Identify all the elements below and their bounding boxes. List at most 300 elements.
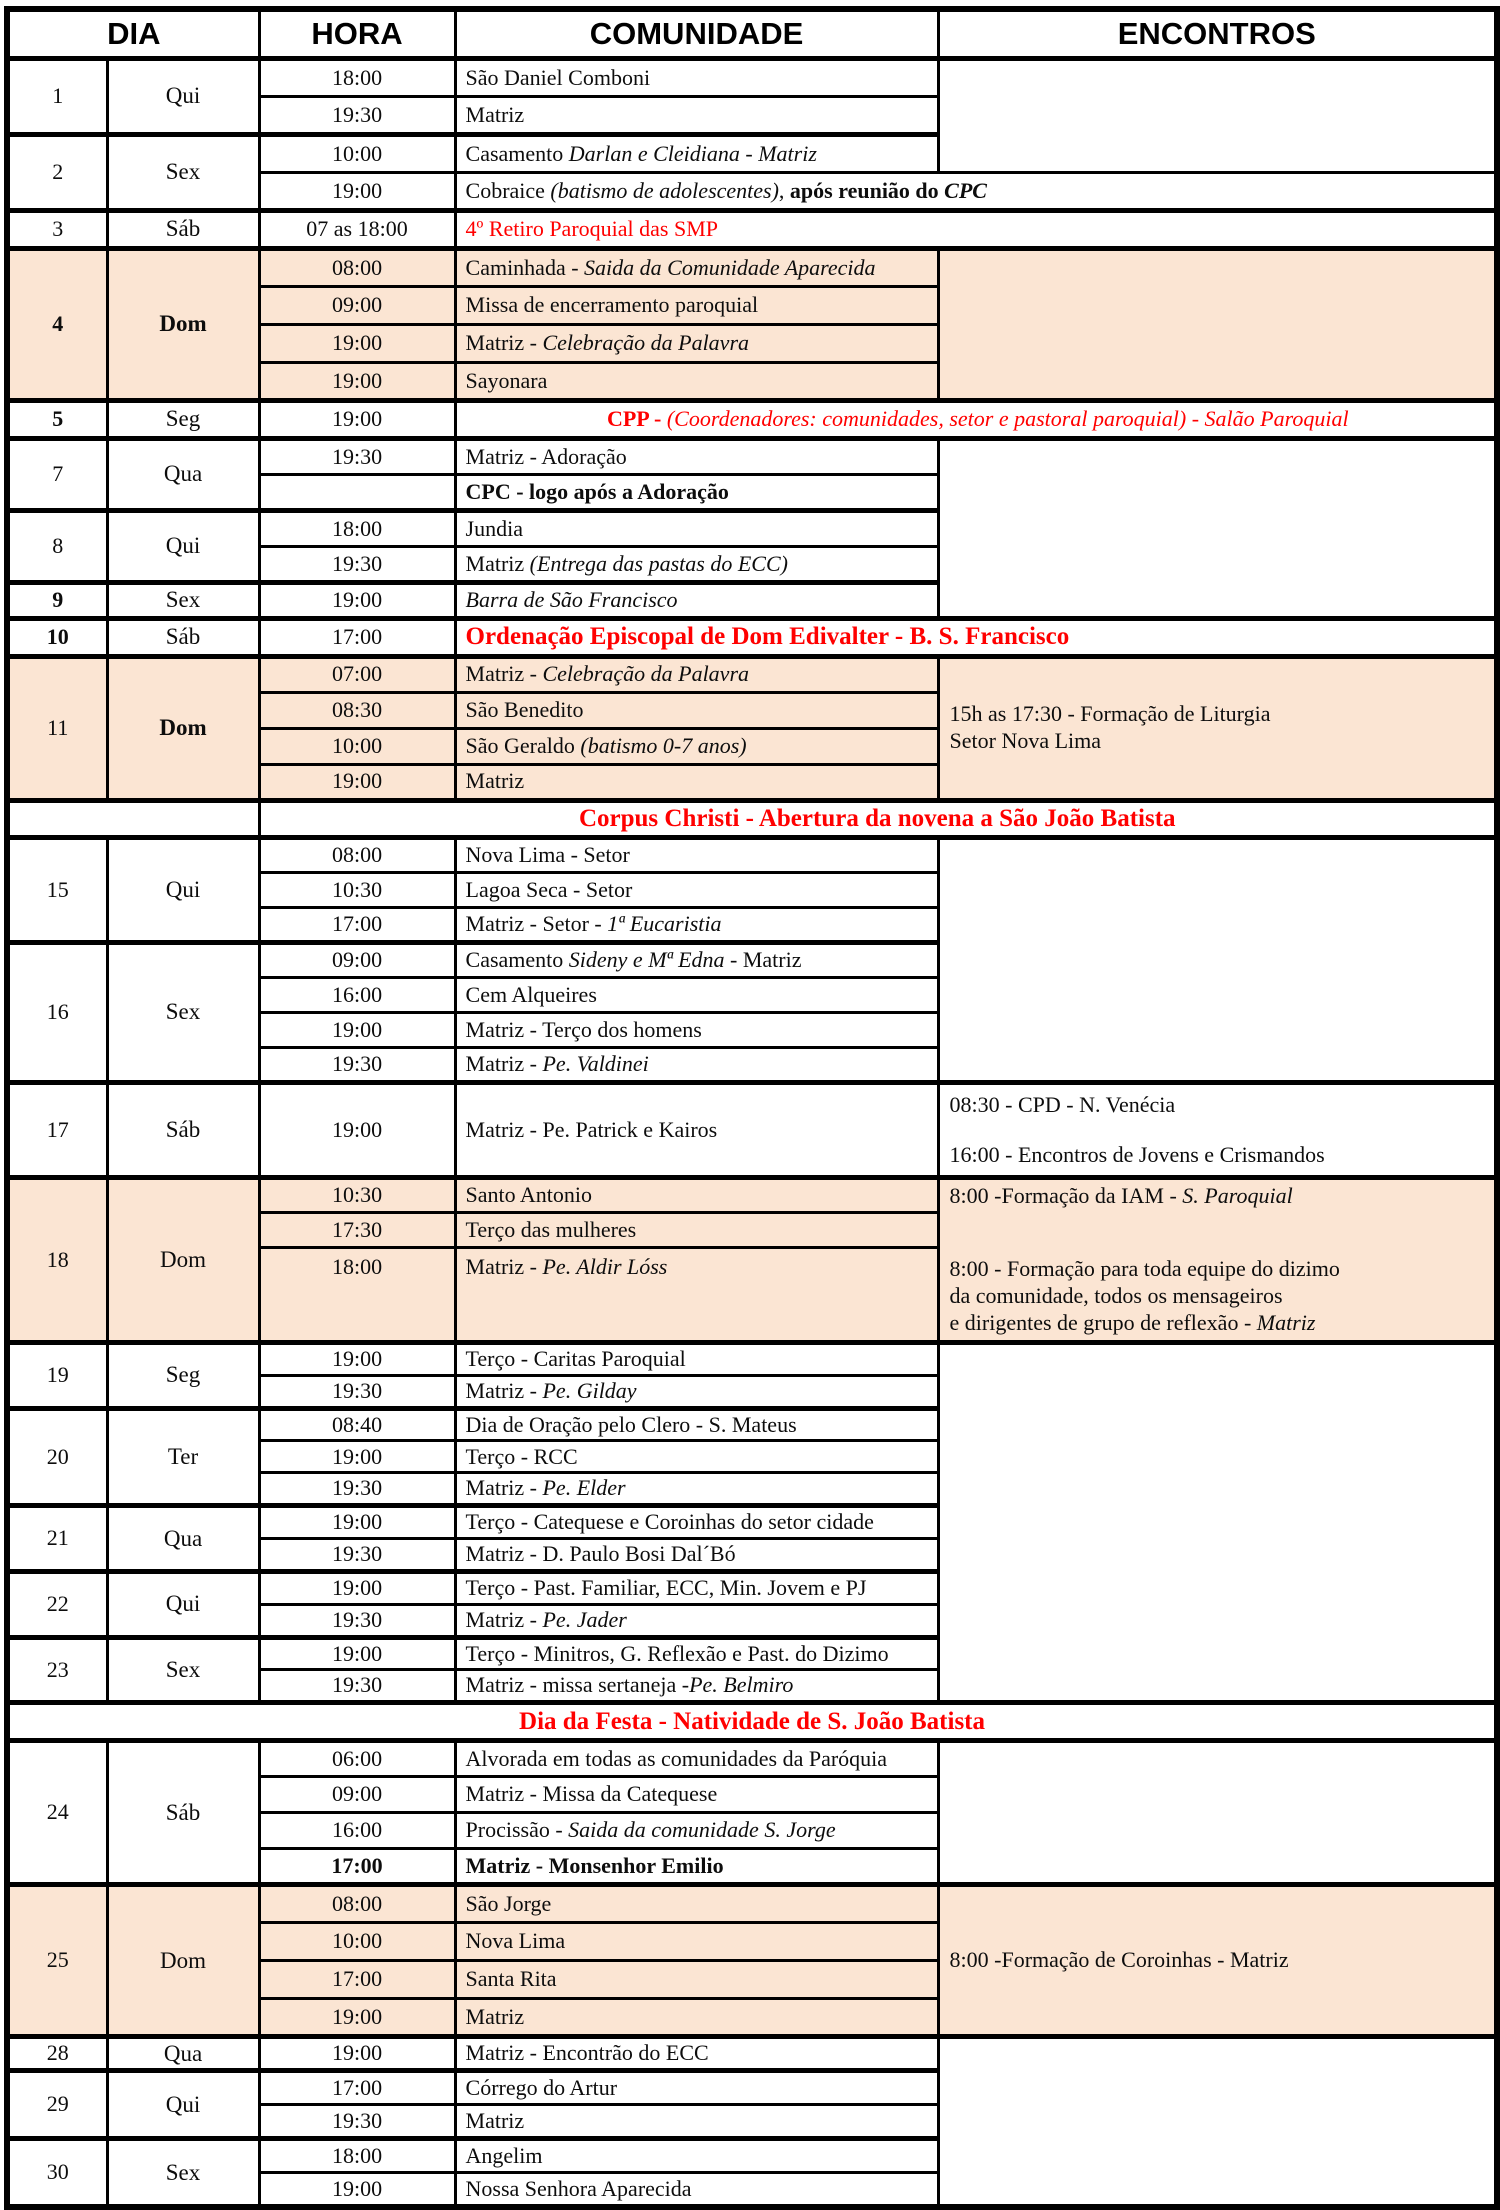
text-segment: São Geraldo: [465, 732, 581, 758]
community-cell: [455, 978, 938, 1013]
text-segment: - Matriz: [724, 947, 802, 973]
text-segment: Corpus Christi - Abertura da novena a São João Batista: [578, 804, 1176, 832]
time-cell: [259, 363, 455, 401]
text-segment: 10:00: [331, 140, 383, 166]
time-cell: [259, 978, 455, 1013]
community-cell: [455, 728, 938, 764]
time-cell: [259, 1741, 455, 1777]
text-segment: Angelim: [465, 2142, 543, 2168]
table-header: [7, 9, 1497, 59]
text-segment: 19:00: [331, 1116, 383, 1142]
day-name-cell: [107, 401, 259, 439]
text-segment: Matriz -: [465, 1377, 543, 1403]
day-number-cell: [7, 1637, 107, 1703]
header-row: [7, 9, 1497, 59]
text-segment: CPP -: [606, 406, 667, 432]
text-segment: Dom: [159, 714, 207, 740]
community-cell: [455, 583, 938, 619]
day-name-cell: [107, 2139, 259, 2207]
text-segment: Santo Antonio: [465, 1182, 593, 1208]
header-hora: HORA: [259, 9, 455, 59]
community-cell: [455, 1777, 938, 1813]
text-segment: 19:30: [331, 1541, 383, 1567]
text-segment: Seg: [165, 406, 201, 432]
table-row: [7, 2037, 1497, 2071]
text-segment: Sáb: [165, 1799, 201, 1825]
text-segment: Matriz - Monsenhor Emilio: [465, 1852, 724, 1878]
time-cell: [259, 619, 455, 657]
time-cell: [259, 173, 455, 211]
day-name-cell: [107, 511, 259, 583]
community-cell: [455, 1343, 938, 1376]
community-cell: [455, 135, 938, 173]
meetings-cell: [938, 1083, 1497, 1178]
text-segment: CPC - logo após a Adoração: [465, 478, 729, 504]
text-segment: Missa de encerramento paroquial: [465, 292, 759, 318]
text-segment: Pe. Belmiro: [689, 1672, 794, 1698]
text-segment: 19:00: [331, 1016, 383, 1042]
text-segment: (batismo de adolescentes): [550, 177, 779, 203]
text-segment: Terço - Past. Familiar, ECC, Min. Jovem e PJ: [465, 1574, 867, 1600]
text-segment: Darlan e Cleidiana - Matriz: [568, 140, 817, 166]
time-cell: [259, 1670, 455, 1703]
text-segment: 10:00: [331, 1928, 383, 1954]
community-cell: [455, 547, 938, 583]
text-segment: 19:00: [331, 1640, 383, 1666]
meetings-cell: [938, 1178, 1497, 1343]
time-cell: [259, 1539, 455, 1572]
day-number-cell: [7, 135, 107, 211]
text-segment: 19:00: [331, 587, 383, 613]
table-row: [7, 800, 1497, 838]
text-segment: 23: [46, 1656, 69, 1682]
text-segment: Dom: [160, 1947, 206, 1973]
text-segment: Qui: [165, 83, 201, 109]
text-segment: 17:00: [331, 2074, 383, 2100]
text-segment: 22: [46, 1590, 69, 1616]
text-segment: 19:00: [331, 2003, 383, 2029]
text-segment: ,: [778, 177, 790, 203]
text-segment: 19:00: [331, 1346, 383, 1371]
banner-cell: [7, 1703, 1497, 1741]
text-segment: Matriz - Terço dos homens: [465, 1016, 702, 1042]
community-cell: [455, 173, 1497, 211]
text-segment: Cobraice: [465, 177, 551, 203]
text-segment: 19:30: [331, 1051, 383, 1077]
time-cell: [259, 1961, 455, 1999]
text-segment: 17:00: [331, 1852, 383, 1878]
text-segment: Jundia: [465, 515, 523, 541]
day-number-cell: [7, 401, 107, 439]
day-number-cell: [7, 1343, 107, 1409]
day-name-cell: [107, 656, 259, 800]
text-segment: Sex: [165, 159, 201, 185]
text-segment: Matriz - Setor -: [465, 911, 608, 937]
time-cell: [259, 401, 455, 439]
text-segment: São Daniel Comboni: [465, 64, 651, 90]
text-segment: 4º Retiro Paroquial das SMP: [465, 216, 718, 242]
text-segment: Santa Rita: [465, 1966, 557, 1992]
day-name-cell: [107, 1506, 259, 1572]
time-cell: [259, 873, 455, 908]
text-segment: Celebração da Palavra: [542, 661, 750, 687]
text-segment: Matriz: [465, 101, 525, 127]
text-segment: 15: [46, 876, 69, 902]
text-segment: Nossa Senhora Aparecida: [465, 2175, 692, 2201]
table-row: [7, 59, 1497, 97]
text-segment: São Jorge: [465, 1890, 552, 1916]
table-row: [7, 1703, 1497, 1741]
text-segment: 10: [46, 623, 69, 649]
text-segment: 08:00: [331, 254, 383, 280]
text-segment: Setor Nova Lima: [949, 728, 1102, 753]
time-cell: [259, 728, 455, 764]
table-row: [7, 838, 1497, 873]
text-segment: Matriz - missa sertaneja -: [465, 1672, 690, 1698]
text-segment: Qui: [165, 533, 201, 559]
text-segment: Terço - RCC: [465, 1443, 578, 1469]
text-segment: Terço - Minitros, G. Reflexão e Past. do Dizimo: [465, 1640, 889, 1666]
day-name-cell: [107, 211, 259, 249]
day-number-cell: [7, 1741, 107, 1885]
schedule-page: [0, 6, 1500, 2210]
day-name-cell: [107, 2071, 259, 2139]
community-cell: [455, 1408, 938, 1441]
time-cell: [259, 1923, 455, 1961]
text-segment: Nova Lima - Setor: [465, 842, 630, 868]
text-segment: Sex: [165, 587, 201, 613]
community-cell: [455, 1961, 938, 1999]
text-segment: 7: [52, 461, 64, 487]
community-cell: [455, 873, 938, 908]
text-segment: (Entrega das pastas do ECC): [529, 550, 788, 576]
time-cell: [259, 511, 455, 547]
meetings-cell: [938, 1343, 1497, 1703]
schedule-table: [4, 6, 1500, 2210]
text-segment: Matriz: [465, 550, 530, 576]
community-cell: [455, 1849, 938, 1885]
day-number-cell: [7, 1083, 107, 1178]
time-cell: [259, 1408, 455, 1441]
day-number-cell: [7, 838, 107, 943]
text-segment: 16: [46, 999, 69, 1025]
text-segment: 18:00: [331, 2142, 383, 2168]
day-name-cell: [107, 1343, 259, 1409]
text-segment: Córrego do Artur: [465, 2074, 618, 2100]
text-segment: 19:00: [331, 768, 383, 794]
time-cell: [259, 439, 455, 475]
time-cell: [259, 97, 455, 135]
text-segment: Casamento: [465, 140, 569, 166]
text-segment: Celebração da Palavra: [542, 330, 750, 356]
time-cell: [259, 2139, 455, 2173]
text-segment: CPC: [944, 177, 987, 203]
day-number-cell: [7, 511, 107, 583]
text-segment: 19:00: [331, 2040, 383, 2066]
text-segment: 19:30: [331, 550, 383, 576]
text-segment: Dia de Oração pelo Clero - S. Mateus: [465, 1411, 797, 1437]
day-number-cell: [7, 656, 107, 800]
day-number-cell: [7, 2071, 107, 2139]
text-segment: Sáb: [165, 216, 201, 242]
text-segment: Pe. Gilday: [542, 1377, 637, 1403]
time-cell: [259, 2037, 455, 2071]
text-segment: 15h as 17:30 - Formação de Liturgia: [949, 701, 1271, 727]
table-row: [7, 249, 1497, 287]
text-segment: 19: [46, 1361, 69, 1387]
text-segment: Qua: [163, 1525, 203, 1551]
text-segment: 17:00: [331, 623, 383, 649]
community-cell: [455, 401, 1497, 439]
time-cell: [259, 1571, 455, 1604]
community-cell: [455, 211, 1497, 249]
text-segment: Barra de São Francisco: [465, 587, 678, 613]
text-segment: Sayonara: [465, 367, 548, 393]
text-segment: 18: [46, 1246, 69, 1272]
text-segment: Saida da comunidade S. Jorge: [568, 1817, 836, 1843]
text-segment: Sáb: [165, 624, 201, 650]
text-segment: Ordenação Episcopal de Dom Edivalter - B. S. Francisco: [465, 623, 1070, 650]
time-cell: [259, 943, 455, 978]
time-cell: [259, 1375, 455, 1408]
text-segment: 19:00: [331, 1443, 383, 1469]
text-segment: 24: [46, 1799, 69, 1825]
day-name-cell: [107, 1885, 259, 2037]
text-segment: Terço das mulheres: [465, 1216, 637, 1242]
time-cell: [259, 2071, 455, 2105]
text-segment: 21: [46, 1525, 69, 1551]
time-cell: [259, 1604, 455, 1637]
text-segment: 08:40: [331, 1411, 383, 1437]
text-segment: 08:30 - CPD - N. Venécia: [949, 1091, 1176, 1117]
text-segment: Dia da Festa - Natividade de S. João Batista: [519, 1707, 985, 1735]
time-cell: [259, 2105, 455, 2139]
text-segment: 19:00: [331, 330, 383, 356]
text-segment: 19:30: [331, 1377, 383, 1403]
text-segment: São Benedito: [465, 696, 584, 722]
table-body: [7, 59, 1497, 2207]
text-segment: 19:30: [331, 1672, 383, 1698]
community-cell: [455, 1741, 938, 1777]
text-segment: 09:00: [331, 1781, 383, 1807]
time-cell: [259, 1441, 455, 1473]
meetings-cell: [938, 1885, 1497, 2037]
text-segment: 8:00 -Formação da IAM -: [949, 1183, 1183, 1209]
time-cell: [259, 1506, 455, 1539]
day-number-cell: [7, 2037, 107, 2071]
text-segment: Matriz: [465, 2003, 525, 2029]
community-cell: [455, 249, 938, 287]
time-cell: [259, 1013, 455, 1048]
text-segment: Matriz -: [465, 1051, 543, 1077]
time-cell: [259, 1885, 455, 1923]
text-segment: e dirigentes de grupo de reflexão -: [949, 1309, 1257, 1335]
text-segment: 19:30: [331, 443, 383, 469]
text-segment: 2: [52, 159, 64, 185]
text-segment: 8:00 -Formação de Coroinhas - Matriz: [949, 1947, 1289, 1973]
meetings-cell: [938, 249, 1497, 401]
community-cell: [455, 363, 938, 401]
blank-cell: [7, 800, 259, 838]
table-row: [7, 439, 1497, 475]
time-cell: [259, 1343, 455, 1376]
day-number-cell: [7, 249, 107, 401]
time-cell: [259, 1048, 455, 1083]
community-cell: [455, 1441, 938, 1473]
community-cell: [455, 287, 938, 325]
community-cell: [455, 1083, 938, 1178]
community-cell: [455, 59, 938, 97]
time-cell: [259, 908, 455, 943]
text-segment: após reunião do: [789, 177, 945, 203]
text-segment: Lagoa Seca - Setor: [465, 876, 633, 902]
community-cell: [455, 1885, 938, 1923]
text-segment: Matriz - Encontrão do ECC: [465, 2040, 709, 2066]
day-name-cell: [107, 59, 259, 135]
day-number-cell: [7, 1408, 107, 1506]
time-cell: [259, 692, 455, 728]
community-cell: [455, 1571, 938, 1604]
community-cell: [455, 1999, 938, 2037]
text-segment: 10:00: [331, 732, 383, 758]
text-segment: Sideny e Mª Edna: [568, 947, 725, 973]
community-cell: [455, 2037, 938, 2071]
text-segment: 28: [46, 2040, 69, 2066]
community-cell: [455, 1604, 938, 1637]
community-cell: [455, 2105, 938, 2139]
text-segment: Matriz -: [465, 1606, 543, 1632]
community-cell: [455, 97, 938, 135]
text-segment: Seg: [165, 1362, 201, 1388]
text-segment: 11: [47, 714, 69, 740]
community-cell: [455, 1213, 938, 1248]
time-cell: [259, 1813, 455, 1849]
day-name-cell: [107, 1083, 259, 1178]
table-row: [7, 1343, 1497, 1376]
time-cell: [259, 475, 455, 511]
text-segment: Alvorada em todas as comunidades da Paróquia: [465, 1745, 888, 1771]
community-cell: [455, 2139, 938, 2173]
text-segment: 20: [46, 1443, 69, 1469]
time-cell: [259, 838, 455, 873]
text-segment: Sáb: [165, 1116, 201, 1142]
day-name-cell: [107, 1571, 259, 1637]
community-cell: [455, 656, 938, 692]
text-segment: 19:00: [331, 1509, 383, 1535]
community-cell: [455, 439, 938, 475]
text-segment: Nova Lima: [465, 1928, 566, 1954]
text-segment: (batismo 0-7 anos): [580, 732, 747, 758]
day-number-cell: [7, 943, 107, 1083]
community-cell: [455, 692, 938, 728]
time-cell: [259, 583, 455, 619]
text-segment: Qua: [163, 2040, 203, 2066]
community-cell: [455, 764, 938, 800]
text-segment: 10:30: [331, 876, 383, 902]
day-number-cell: [7, 59, 107, 135]
text-segment: Matriz -: [465, 330, 543, 356]
time-cell: [259, 1178, 455, 1213]
time-cell: [259, 1083, 455, 1178]
community-cell: [455, 1637, 938, 1670]
day-number-cell: [7, 211, 107, 249]
text-segment: 18:00: [331, 1254, 383, 1279]
time-cell: [259, 656, 455, 692]
banner-cell: [259, 800, 1497, 838]
text-segment: Ter: [167, 1443, 199, 1469]
text-segment: Qua: [163, 461, 203, 487]
day-name-cell: [107, 439, 259, 511]
text-segment: 18:00: [331, 515, 383, 541]
text-segment: 17:00: [331, 1966, 383, 1992]
text-segment: 9: [52, 587, 64, 613]
community-cell: [455, 1013, 938, 1048]
text-segment: 07:00: [331, 661, 383, 687]
community-cell: [455, 943, 938, 978]
day-name-cell: [107, 943, 259, 1083]
text-segment: Qui: [165, 1591, 201, 1617]
text-segment: Casamento: [465, 947, 569, 973]
community-cell: [455, 1048, 938, 1083]
text-segment: Caminhada -: [465, 254, 585, 280]
meetings-cell: [938, 656, 1497, 800]
table-row: [7, 1178, 1497, 1213]
text-segment: Saida da Comunidade Aparecida: [584, 254, 876, 280]
day-name-cell: [107, 1741, 259, 1885]
text-segment: 08:00: [331, 1890, 383, 1916]
text-segment: 10:30: [331, 1182, 383, 1208]
text-segment: S. Paroquial: [1182, 1183, 1293, 1209]
day-name-cell: [107, 583, 259, 619]
time-cell: [259, 287, 455, 325]
text-segment: 19:00: [331, 1574, 383, 1600]
community-cell: [455, 475, 938, 511]
day-number-cell: [7, 2139, 107, 2207]
text-segment: Pe. Elder: [542, 1475, 626, 1501]
text-segment: 19:00: [331, 2175, 383, 2201]
community-cell: [455, 1248, 938, 1343]
text-segment: 16:00 - Encontros de Jovens e Crismandos: [949, 1141, 1325, 1167]
text-segment: 1: [52, 83, 64, 109]
meetings-cell: [938, 838, 1497, 1083]
text-segment: 17:30: [331, 1216, 383, 1242]
text-segment: Terço - Caritas Paroquial: [465, 1346, 686, 1371]
text-segment: Pe. Valdinei: [542, 1051, 649, 1077]
text-segment: 25: [46, 1947, 69, 1973]
day-number-cell: [7, 619, 107, 657]
text-segment: Qui: [165, 876, 201, 902]
text-segment: Matriz - Pe. Patrick e Kairos: [465, 1116, 718, 1142]
text-segment: 19:30: [331, 1475, 383, 1501]
text-segment: Sex: [165, 999, 201, 1025]
header-comunidade: COMUNIDADE: [455, 9, 938, 59]
text-segment: da comunidade, todos os mensageiros: [949, 1283, 1283, 1309]
day-name-cell: [107, 838, 259, 943]
time-cell: [259, 135, 455, 173]
text-segment: 18:00: [331, 64, 383, 90]
day-name-cell: [107, 1637, 259, 1703]
text-segment: Matriz -: [465, 1475, 543, 1501]
table-row: [7, 401, 1497, 439]
text-segment: 1ª Eucaristia: [607, 911, 722, 937]
text-segment: Sex: [165, 1656, 201, 1682]
text-segment: (Coordenadores: comunidades, setor e pastoral paroquial) - Salão Paroquial: [666, 406, 1349, 432]
text-segment: 07 as 18:00: [306, 216, 408, 242]
text-segment: 19:00: [331, 406, 383, 432]
day-number-cell: [7, 583, 107, 619]
time-cell: [259, 211, 455, 249]
time-cell: [259, 1248, 455, 1343]
